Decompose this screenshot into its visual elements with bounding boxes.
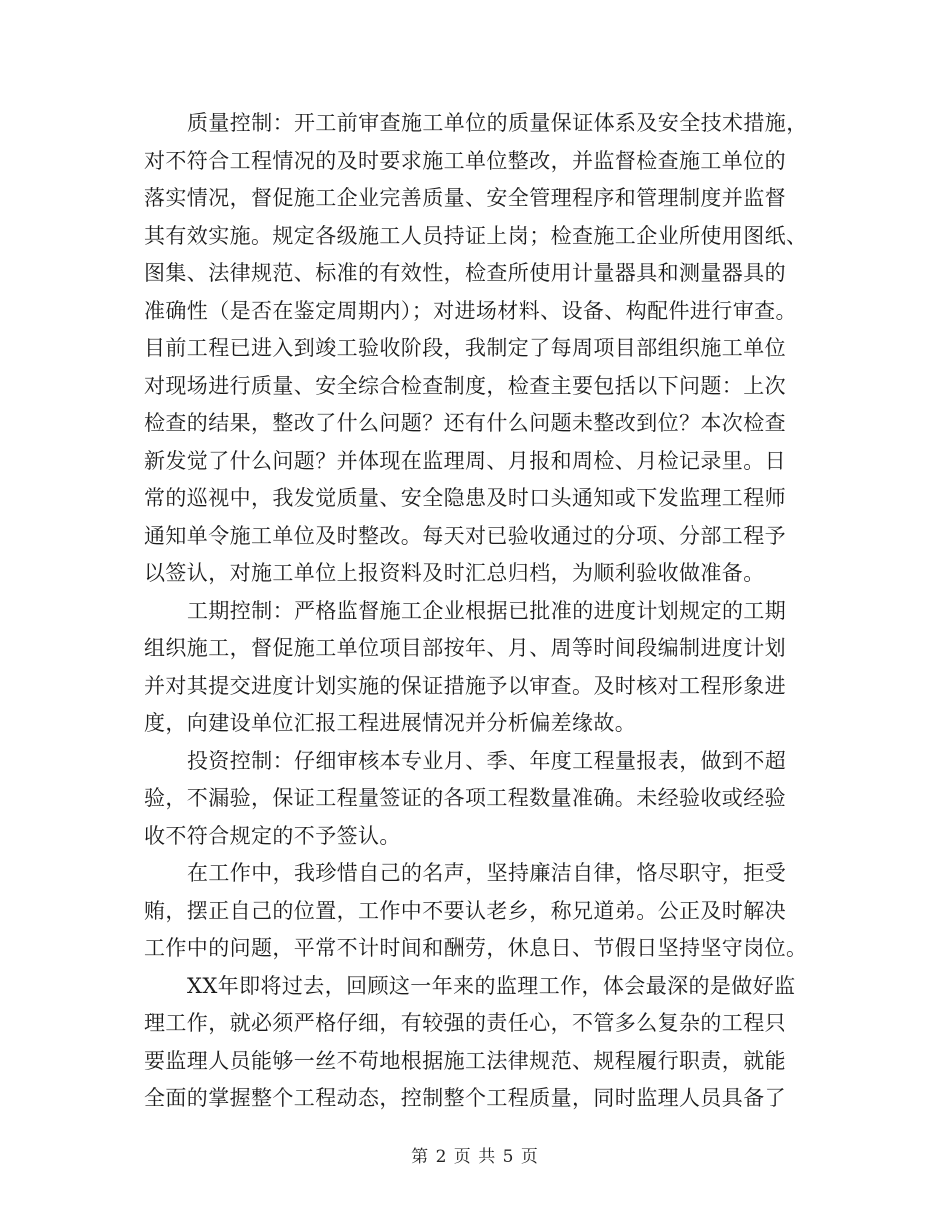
- text-line: 新发觉了什么问题？并体现在监理周、月报和周检、月检记录里。日: [144, 448, 786, 473]
- text-line: 以签认，对施工单位上报资料及时汇总归档，为顺利验收做准备。: [144, 561, 765, 585]
- text-line: 并对其提交进度计划实施的保证措施予以审查。及时核对工程形象进: [144, 673, 786, 698]
- text-line: 在工作中，我珍惜自己的名声，坚持廉洁自律，恪尽职守，拒受: [187, 861, 787, 885]
- text-line: 工期控制：严格监督施工企业根据已批准的进度计划规定的工期: [187, 598, 787, 623]
- text-line: 理工作，就必须严格仔细，有较强的责任心，不管多么复杂的工程只: [144, 1011, 786, 1035]
- text-line: 通知单令施工单位及时整改。每天对已验收通过的分项、分部工程予: [144, 523, 786, 548]
- text-line: 组织施工，督促施工单位项目部按年、月、周等时间段编制进度计划: [144, 636, 786, 660]
- text-line: 要监理人员能够一丝不苟地根据施工法律规范、规程履行职责，就能: [144, 1048, 786, 1073]
- text-line: 落实情况，督促施工企业完善质量、安全管理程序和管理制度并监督: [144, 186, 786, 210]
- text-line: 验，不漏验，保证工程量签证的各项工程数量准确。未经验收或经验: [144, 786, 786, 810]
- paragraph-work-conduct: [144, 855, 814, 968]
- paragraph-year-review: [144, 968, 814, 1118]
- text-line: 对不符合工程情况的及时要求施工单位整改，并监督检查施工单位的: [144, 148, 786, 173]
- text-line: 其有效实施。规定各级施工人员持证上岗；检查施工企业所使用图纸、: [144, 223, 808, 248]
- paragraph-quality-control: [144, 105, 814, 593]
- text-line: 准确性（是否在鉴定周期内）；对进场材料、设备、构配件进行审查。: [144, 298, 797, 323]
- text-line: 度，向建设单位汇报工程进展情况并分析偏差缘故。: [144, 711, 637, 735]
- text-line: 贿，摆正自己的位置，工作中不要认老乡，称兄道弟。公正及时解决: [144, 898, 786, 923]
- paragraph-investment-control: [144, 743, 814, 856]
- document-body: [144, 105, 814, 1118]
- text-line: 投资控制：仔细审核本专业月、季、年度工程量报表，做到不超: [187, 748, 787, 773]
- text-line: 检查的结果，整改了什么问题？还有什么问题未整改到位？本次检查: [144, 411, 786, 435]
- text-line: 目前工程已进入到竣工验收阶段，我制定了每周项目部组织施工单位: [144, 336, 786, 360]
- text-line: 常的巡视中，我发觉质量、安全隐患及时口头通知或下发监理工程师: [144, 486, 786, 510]
- page-footer: [0, 1145, 950, 1169]
- text-line: 收不符合规定的不予签认。: [144, 823, 401, 848]
- text-line: XX年即将过去，回顾这一年来的监理工作，体会最深的是做好监: [187, 973, 796, 998]
- text-line: 对现场进行质量、安全综合检查制度，检查主要包括以下问题：上次: [144, 373, 786, 398]
- text-line: 质量控制：开工前审查施工单位的质量保证体系及安全技术措施，: [187, 111, 808, 135]
- page-number-text: 第 2 页 共 5 页: [411, 1147, 539, 1167]
- text-line: 图集、法律规范、标准的有效性，检查所使用计量器具和测量器具的: [144, 261, 786, 285]
- text-line: 工作中的问题，平常不计时间和酬劳，休息日、节假日坚持坚守岗位。: [144, 936, 808, 960]
- paragraph-schedule-control: [144, 593, 814, 743]
- text-line: 全面的掌握整个工程动态，控制整个工程质量，同时监理人员具备了: [144, 1086, 786, 1110]
